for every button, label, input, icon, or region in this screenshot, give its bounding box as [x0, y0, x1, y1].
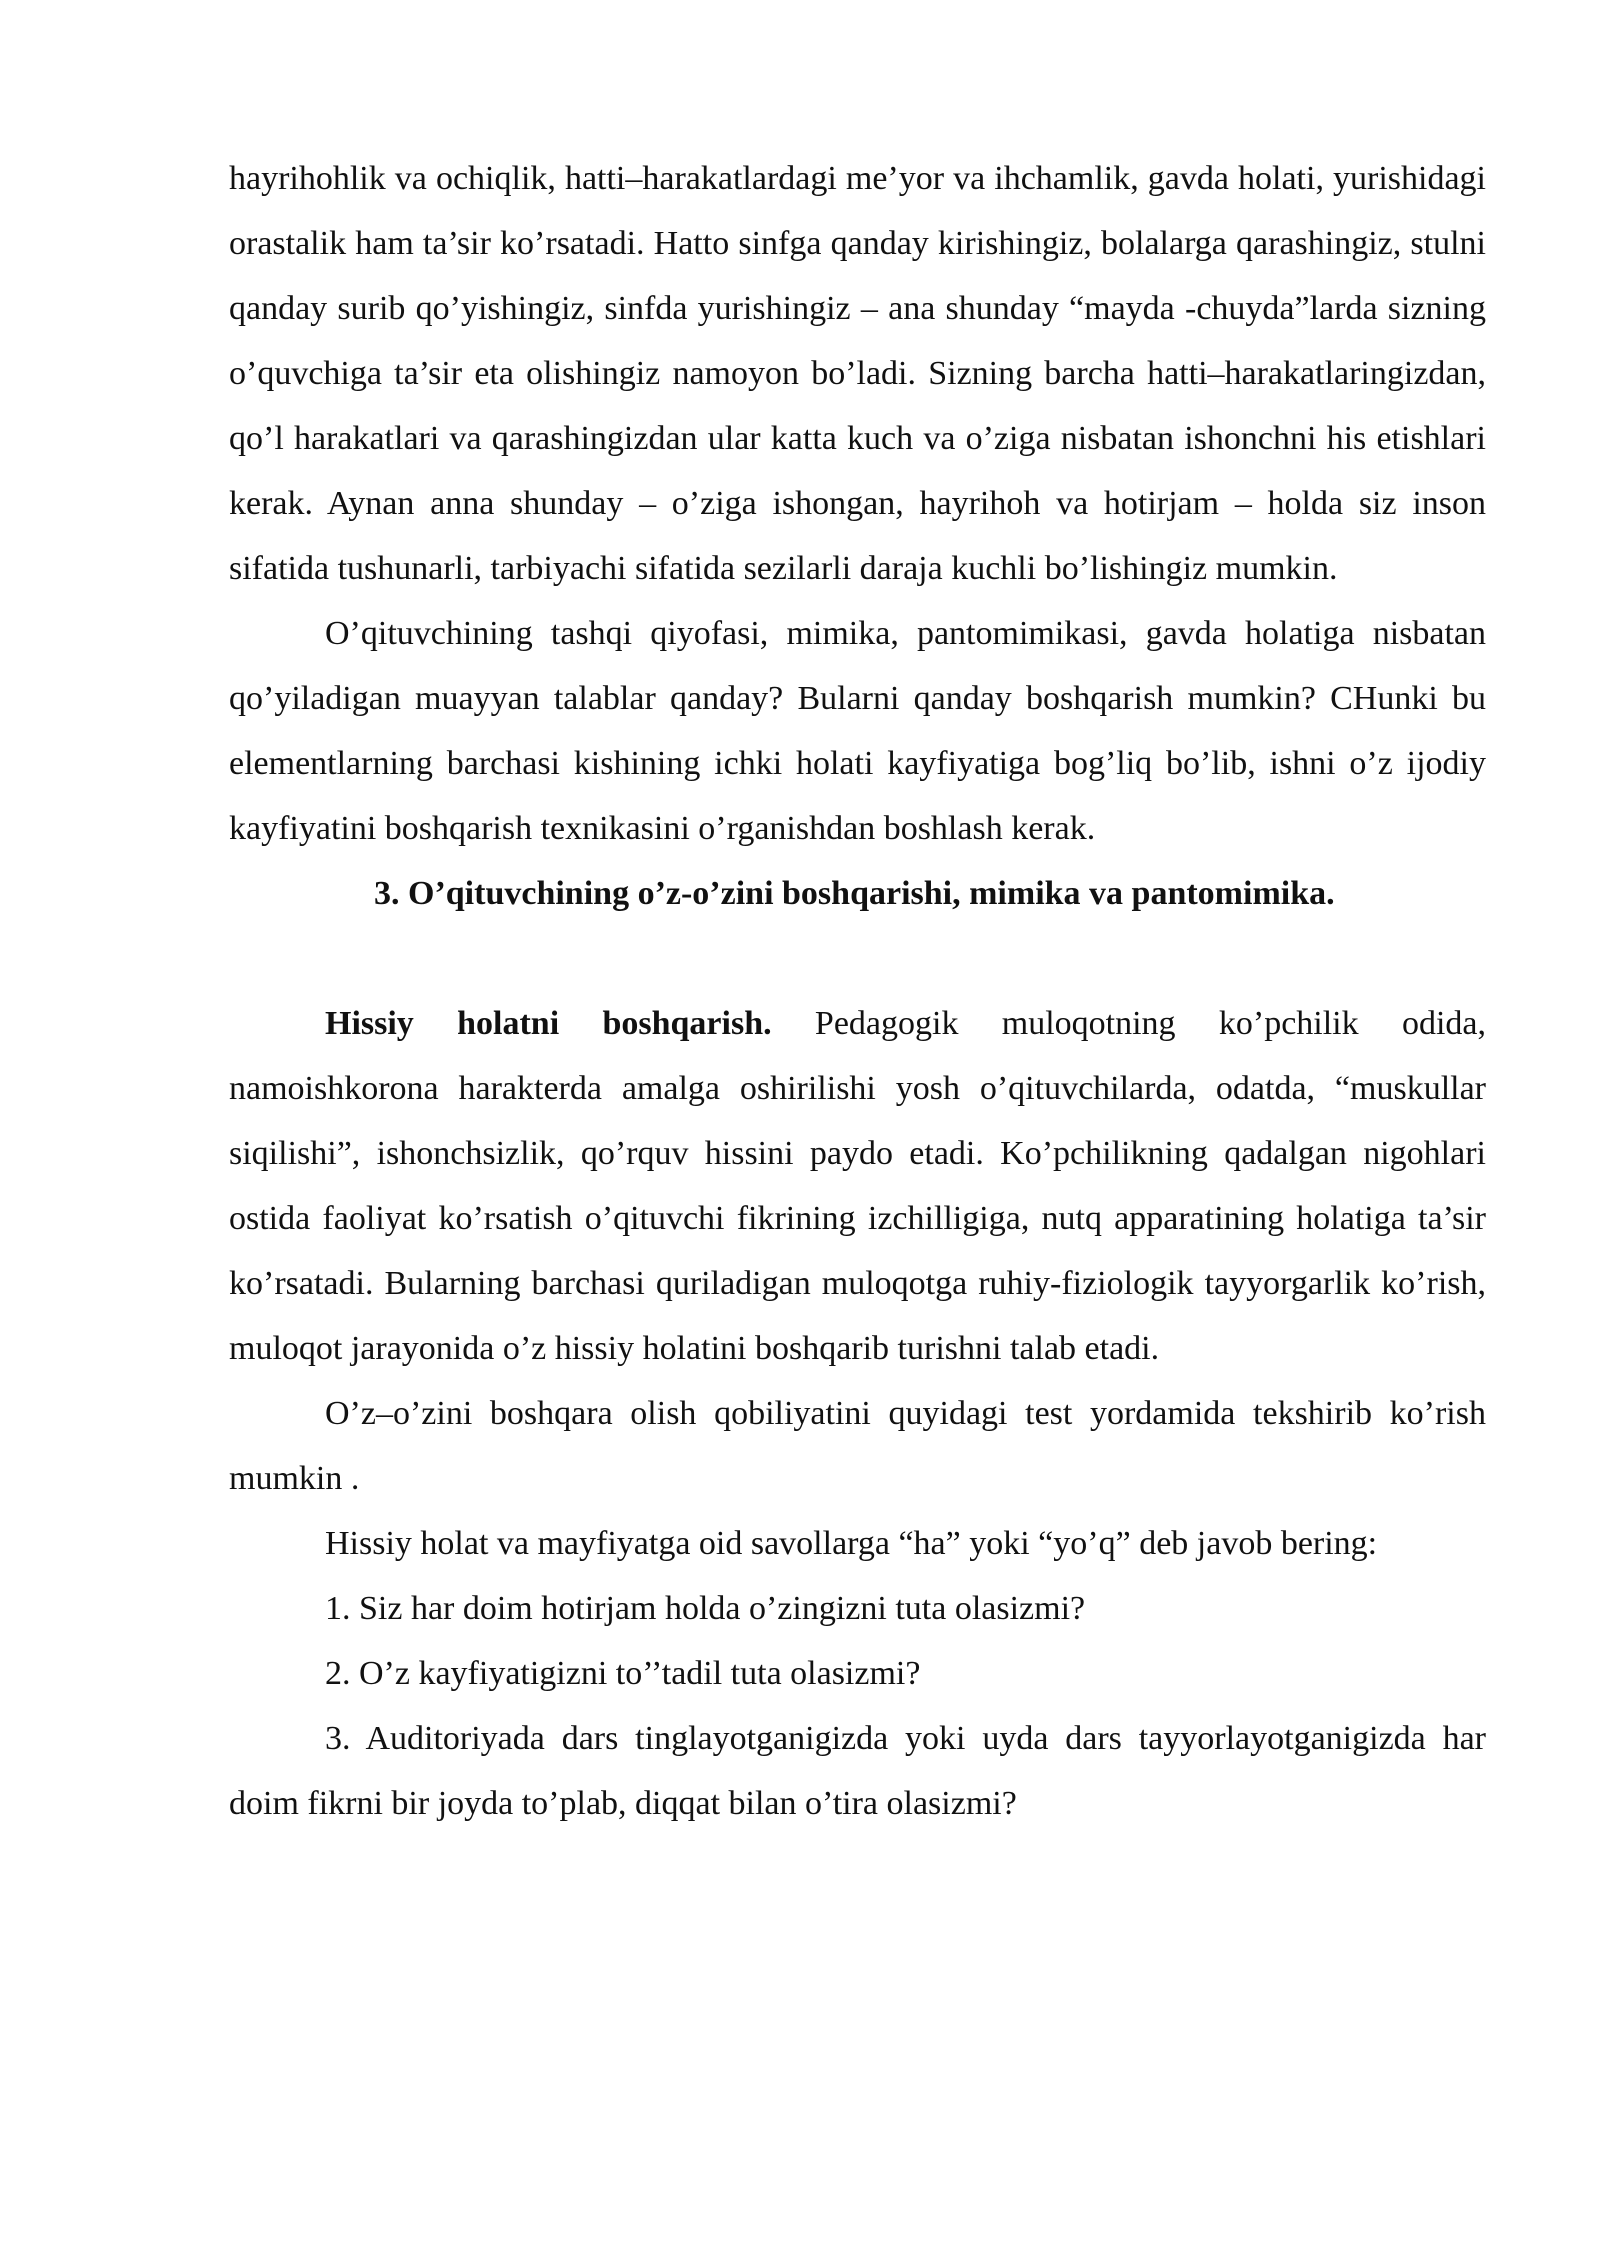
- question-2: 2. O’z kayfiyatigizni to’’tadil tuta olasizmi?: [325, 1655, 921, 1692]
- question-1: 1. Siz har doim hotirjam holda o’zingizni tuta olasizmi?: [325, 1590, 1086, 1627]
- paragraph-3-lead: Hissiy holatni boshqarish.: [325, 1005, 772, 1042]
- paragraph-5: Hissiy holat va mayfiyatga oid savollarga “ha” yoki “yo’q” deb javob bering:: [325, 1525, 1378, 1562]
- paragraph-4: O’z–o’zini boshqara olish qobiliyatini quyidagi test yordamida tekshirib ko’rish mumkin .: [229, 1395, 1486, 1497]
- paragraph-1: hayrihohlik va ochiqlik, hatti–harakatlardagi me’yor va ihchamlik, gavda holati, yurishidagi orastalik ham ta’sir ko’rsatadi. Hatto sinfga qanday kirishingiz, bolalarga qarashingiz, stulni qanday surib qo’yishingiz, sinfda yurishingiz – ana shunday “mayda -chuyda”larda sizning o’quvchiga ta’sir eta olishingiz namoyon bo’ladi. Sizning barcha hatti–harakatlaringizdan, qo’l harakatlari va qarashingizdan ular katta kuch va o’ziga nisbatan ishonchni his etishlari kerak. Aynan anna shunday – o’ziga ishongan, hayrihoh va hotirjam – holda siz inson sifatida tushunarli, tarbiyachi sifatida sezilarli daraja kuchli bo’lishingiz mumkin.: [229, 160, 1486, 587]
- paragraph-3: [229, 991, 1486, 1381]
- document-body: [229, 146, 1486, 1836]
- paragraph-3-body: Pedagogik muloqotning ko’pchilik odida, namoishkorona harakterda amalga oshirilishi yosh o’qituvchilarda, odatda, “muskullar siqilishi”, ishonchsizlik, qo’rquv hissini paydo etadi. Ko’pchilikning qadalgan nigohlari ostida faoliyat ko’rsatish o’qituvchi fikrining izchilligiga, nutq apparatining holatiga ta’sir ko’rsatadi. Bularning barchasi quriladigan muloqotga ruhiy-fiziologik tayyorgarlik ko’rish, muloqot jarayonida o’z hissiy holatini boshqarib turishni talab etadi.: [229, 1005, 1486, 1367]
- section-heading: 3. O’qituvchining o’z-o’zini boshqarishi, mimika va pantomimika.: [374, 875, 1335, 912]
- paragraph-2: O’qituvchining tashqi qiyofasi, mimika, pantomimikasi, gavda holatiga nisbatan qo’yiladigan muayyan talablar qanday? Bularni qanday boshqarish mumkin? CHunki bu elementlarning barchasi kishining ichki holati kayfiyatiga bog’liq bo’lib, ishni o’z ijodiy kayfiyatini boshqarish texnikasini o’rganishdan boshlash kerak.: [229, 615, 1486, 847]
- question-3: 3. Auditoriyada dars tinglayotganigizda yoki uyda dars tayyorlayotganigizda har doim fikrni bir joyda to’plab, diqqat bilan o’tira olasizmi?: [229, 1720, 1486, 1822]
